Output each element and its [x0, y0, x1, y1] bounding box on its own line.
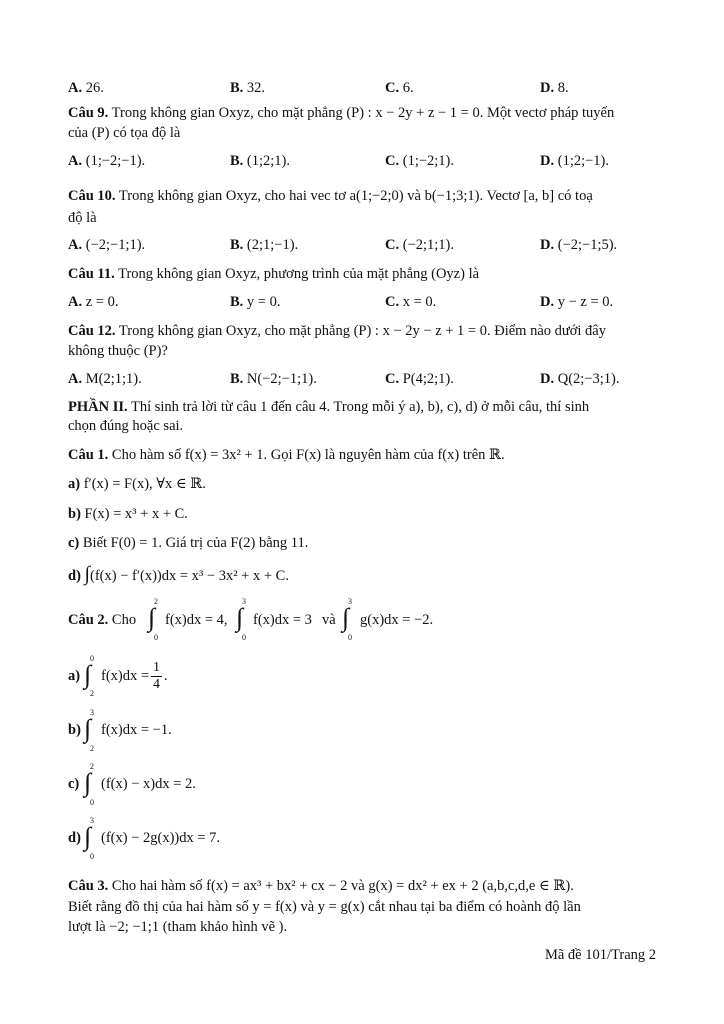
p2q1-stem: Câu 1. Cho hàm số f(x) = 3x² + 1. Gọi F(x) là nguyên hàm của f(x) trên ℝ. [68, 447, 505, 463]
b-upper-limit: 3 [90, 708, 94, 717]
integral-sign: ∫ [84, 660, 92, 689]
given2: f(x)dx = 3 [253, 612, 312, 628]
given3: g(x)dx = −2. [360, 612, 434, 628]
p2q1-b: b) F(x) = x³ + x + C. [68, 506, 188, 522]
and-word: và [322, 612, 336, 628]
q9-option-c: C. (1;−2;1). [385, 153, 455, 169]
q10-option-b: B. (2;1;−1). [230, 237, 299, 253]
q11-option-a: A. z = 0. [68, 294, 119, 310]
a-upper-limit: 0 [90, 654, 94, 663]
q10-text-line1: Câu 10. Trong không gian Oxyz, cho hai vec tơ a(1;−2;0) và b(−1;3;1). Vectơ [a, b] có toạ [68, 188, 593, 204]
q9-text-line1: Câu 9. Trong không gian Oxyz, cho mặt phẳng (P) : x − 2y + z − 1 = 0. Một vectơ pháp tuyến [68, 105, 615, 121]
q8-option-b: B. 32. [230, 80, 266, 96]
given1-lower-limit: 0 [154, 633, 158, 642]
p2q1-a: a) f′(x) = F(x), ∀x ∈ ℝ. [68, 476, 206, 492]
q11-text: Câu 11. Trong không gian Oxyz, phương trình của mặt phẳng (Oyz) là [68, 266, 480, 282]
q11-option-b: B. y = 0. [230, 294, 281, 310]
q12-option-a: A. M(2;1;1). [68, 371, 142, 387]
q12-option-c: C. P(4;2;1). [385, 371, 454, 387]
integral-sign: ∫ [148, 603, 156, 632]
part2-header-line2: chọn đúng hoặc sai. [68, 418, 184, 434]
q8-option-a: A. 26. [68, 80, 104, 96]
q11-option-d: D. y − z = 0. [540, 294, 614, 310]
integral-sign: ∫ [236, 603, 244, 632]
c-upper-limit: 2 [90, 762, 94, 771]
p2q1-c: c) Biết F(0) = 1. Giá trị của F(2) bằng 11. [68, 535, 309, 551]
q12-option-d: D. Q(2;−3;1). [540, 371, 620, 387]
p2q3-line3: lượt là −2; −1;1 (tham khảo hình vẽ ). [68, 919, 288, 935]
integral-sign: ∫ [342, 603, 350, 632]
p2q3-line1: Câu 3. Cho hai hàm số f(x) = ax³ + bx² + cx − 2 và g(x) = dx² + ex + 2 (a,b,c,d,e ∈ ℝ). [68, 878, 574, 894]
q12-text-line2: không thuộc (P)? [68, 343, 168, 359]
q9-option-d: D. (1;2;−1). [540, 153, 610, 169]
q12-text-line1: Câu 12. Trong không gian Oxyz, cho mặt phẳng (P) : x − 2y − z + 1 = 0. Điểm nào dưới đây [68, 323, 606, 339]
part2-header-line1: PHẦN II. Thí sinh trả lời từ câu 1 đến câu 4. Trong mỗi ý a), b), c), d) ở mỗi câu, thí sinh [68, 399, 590, 415]
integral-sign: ∫ [84, 563, 91, 585]
q9-text-line2: của (P) có tọa độ là [68, 125, 181, 141]
given1-upper-limit: 2 [154, 597, 158, 606]
q9-option-a: A. (1;−2;−1). [68, 153, 146, 169]
q8-option-d: D. 8. [540, 80, 569, 96]
integral-sign: ∫ [84, 768, 92, 797]
q10-option-d: D. (−2;−1;5). [540, 237, 618, 253]
q9-option-b: B. (1;2;1). [230, 153, 291, 169]
q12-option-b: B. N(−2;−1;1). [230, 371, 317, 387]
page-footer: Mã đề 101/Trang 2 [544, 947, 656, 963]
q10-option-a: A. (−2;−1;1). [68, 237, 146, 253]
q10-text-line2: độ là [68, 210, 97, 226]
given3-lower-limit: 0 [348, 633, 352, 642]
p2q3-line2: Biết rằng đồ thị của hai hàm số y = f(x) và y = g(x) cắt nhau tại ba điểm có hoành độ lần [68, 899, 581, 915]
given2-upper-limit: 3 [242, 597, 246, 606]
q8-option-c: C. 6. [385, 80, 414, 96]
a-lower-limit: 2 [90, 689, 94, 698]
given3-upper-limit: 3 [348, 597, 352, 606]
q10-option-c: C. (−2;1;1). [385, 237, 455, 253]
integral-sign: ∫ [84, 714, 92, 743]
integral-sign: ∫ [84, 822, 92, 851]
c-lower-limit: 0 [90, 798, 94, 807]
b-lower-limit: 2 [90, 744, 94, 753]
fraction: $\frac{1}{4}$ [153, 660, 161, 693]
given1: f(x)dx = 4, [165, 612, 228, 628]
q11-option-c: C. x = 0. [385, 294, 437, 310]
given2-lower-limit: 0 [242, 633, 246, 642]
d-lower-limit: 0 [90, 852, 94, 861]
p2q1-d: d) ∫(f(x) − f′(x))dx = x³ − 3x² + x + C. [68, 563, 289, 585]
d-upper-limit: 3 [90, 816, 94, 825]
